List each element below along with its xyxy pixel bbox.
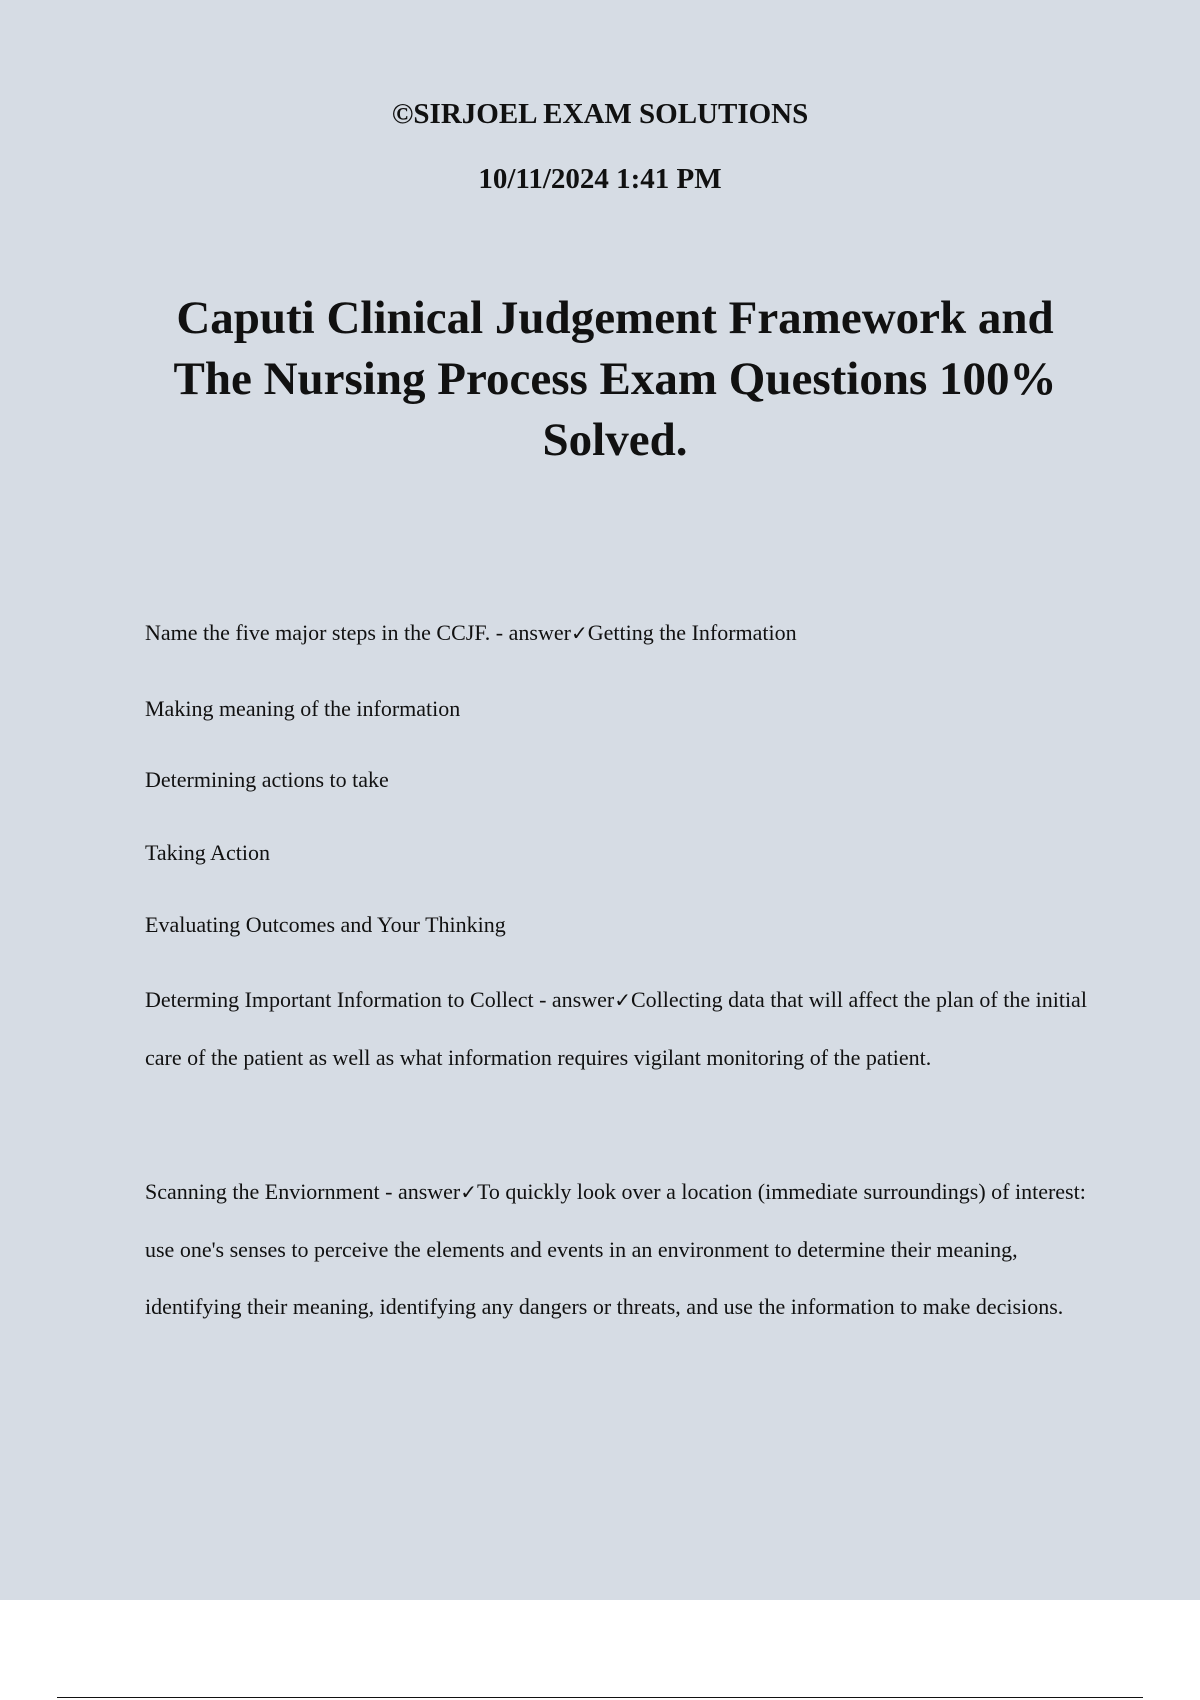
question-2 [145,971,1095,1086]
answer-list-item: Evaluating Outcomes and Your Thinking [145,912,506,937]
answer-list-item: Making meaning of the information [145,696,461,721]
question-3-prompt: Scanning the Enviornment - [145,1179,398,1204]
answer-label: answer [508,620,571,645]
answer-label: answer [397,1179,461,1204]
question-3-answer: To quickly look over a location (immediate surroundings) of interest: use one's senses to perceive the elements and events in an environment to determine their meaning, identifying their meaning, identifying any dangers or threats, and use the information to make decisions. [145,1179,1086,1319]
answer-label: answer [551,987,615,1012]
checkmark-icon: ✓ [460,1180,478,1204]
question-1-prompt: Name the five major steps in the CCJF. - [145,620,509,645]
question-3 [145,1163,1095,1335]
question-1-answer: Getting the Information [587,620,797,645]
checkmark-icon: ✓ [570,621,588,645]
checkmark-icon: ✓ [614,988,631,1012]
question-1 [145,619,1095,647]
answer-list-item: Taking Action [145,840,270,865]
brand-header: ©SIRJOEL EXAM SOLUTIONS [391,98,809,130]
question-2-prompt: Determing Important Information to Collect - [145,987,552,1012]
question-2-answer: Collecting data that will affect the plan of the initial care of the patient as well as what information requires vigilant monitoring of the patient. [145,987,1087,1070]
document-title: Caputi Clinical Judgement Framework and The Nursing Process Exam Questions 100% Solved. [173,292,1057,466]
answer-list-item: Determining actions to take [145,767,389,792]
date-time-stamp: 10/11/2024 1:41 PM [478,163,722,195]
page-divider [57,1697,1143,1698]
